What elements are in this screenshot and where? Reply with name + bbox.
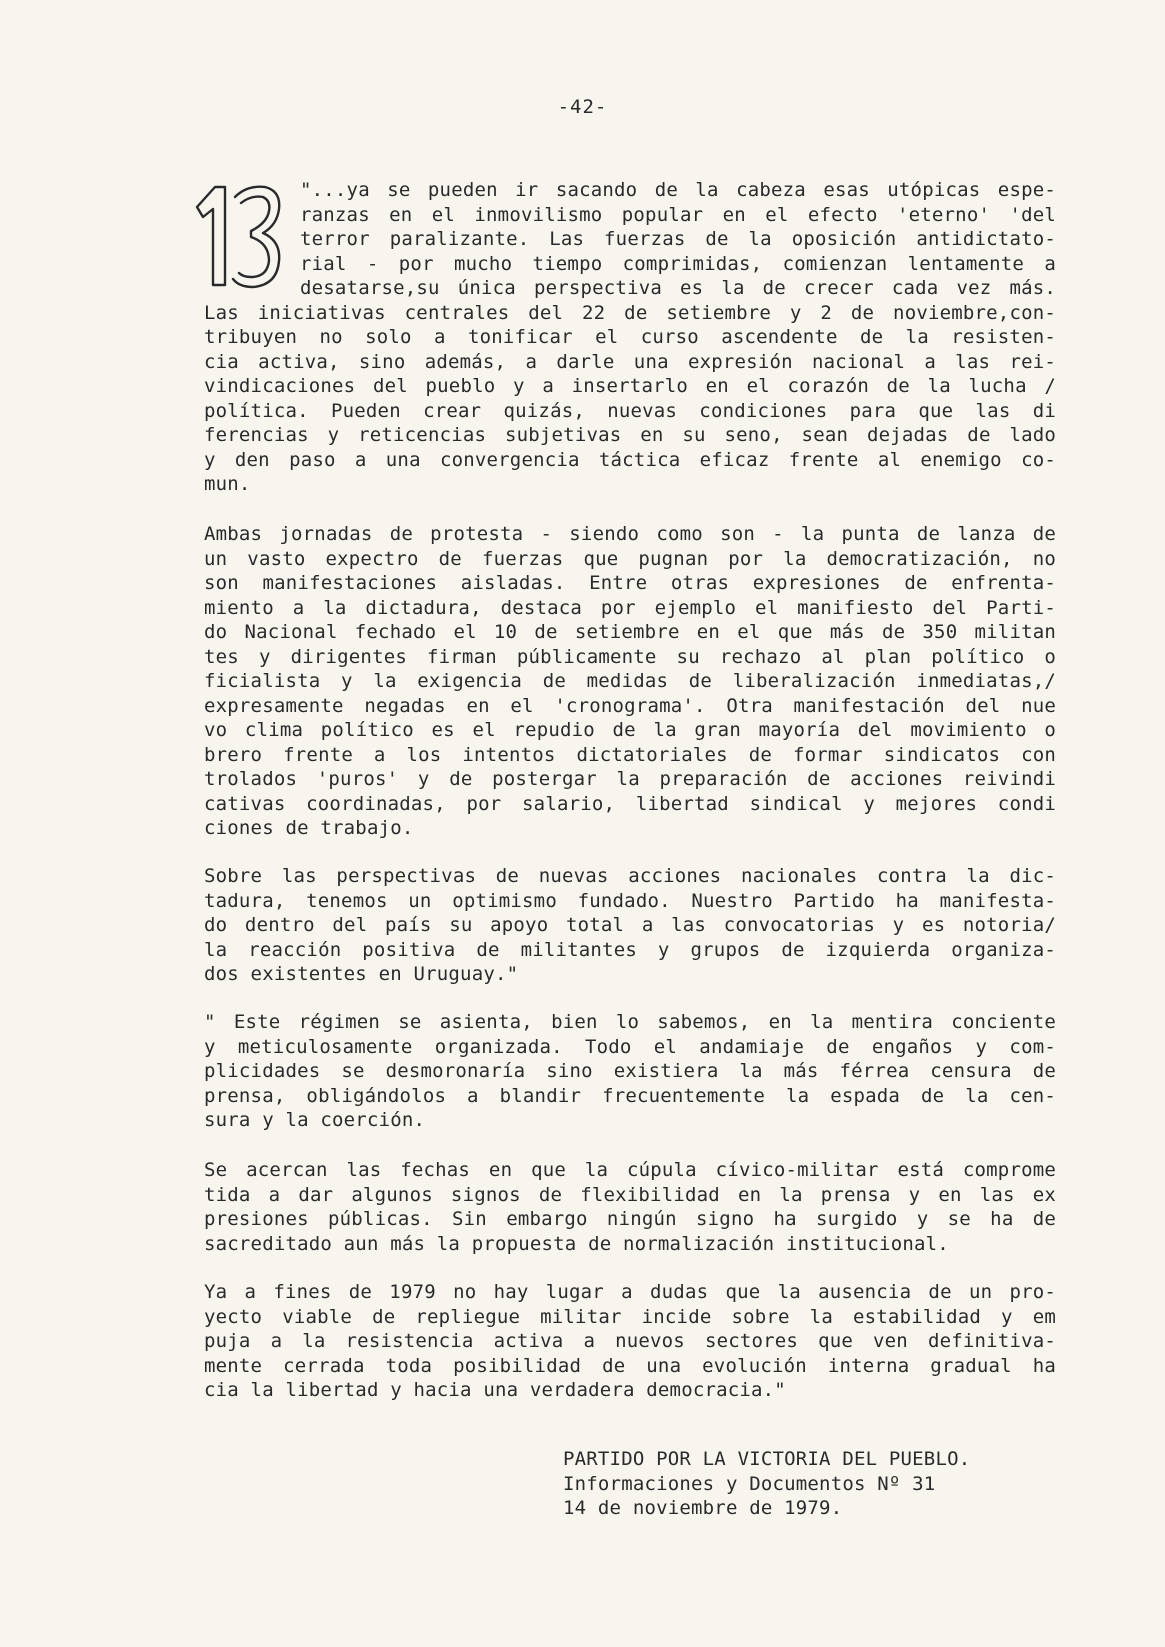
text-line: cia activa, sino además, a darle una expresión nacional a las rei- (204, 350, 1056, 373)
text-line: política. Pueden crear quizás, nuevas condiciones para que las di (204, 399, 1056, 422)
text-line: terror paralizante. Las fuerzas de la oposición antidictato- (300, 228, 1056, 250)
text-line: cia la libertad y hacia una verdadera democracia." (204, 1379, 786, 1401)
text-line: ferencias y reticencias subjetivas en su seno, sean dejadas de lado (204, 424, 1056, 446)
text-line: presiones públicas. Sin embargo ningún signo ha surgido y se ha de (204, 1208, 1056, 1230)
text-line: puja a la resistencia activa a nuevos sectores que ven definitiva- (204, 1330, 1056, 1352)
signature-organization: PARTIDO POR LA VICTORIA DEL PUEBLO. (563, 1448, 971, 1470)
paragraph-5 (204, 1158, 1056, 1256)
text-line: cativas coordinadas, por salario, libertad sindical y mejores condi (204, 792, 1056, 815)
text-line: vo clima político es el repudio de la gran mayoría del movimiento o (204, 719, 1056, 741)
text-line: dos existentes en Uruguay." (204, 963, 519, 985)
paragraph-4 (204, 1010, 1056, 1133)
text-line: sacreditado aun más la propuesta de normalización institucional. (204, 1232, 949, 1255)
text-line: brero frente a los intentos dictatoriales de formar sindicatos con (204, 743, 1056, 766)
text-line: y den paso a una convergencia táctica eficaz frente al enemigo co- (204, 448, 1056, 471)
text-line: y meticulosamente organizada. Todo el andamiaje de engaños y com- (204, 1035, 1056, 1058)
text-line: ranzas en el inmovilismo popular en el efecto 'eterno' 'del (300, 203, 1056, 226)
text-line: tida a dar algunos signos de flexibilidad en la prensa y en las ex (204, 1183, 1056, 1206)
text-line: son manifestaciones aisladas. Entre otras expresiones de enfrenta- (204, 572, 1056, 594)
paragraph-1 (204, 178, 1056, 497)
text-line: plicidades se desmoronaría sino existiera la más férrea censura de (204, 1060, 1056, 1082)
paragraph-6 (204, 1280, 1056, 1403)
paragraph-3 (204, 864, 1056, 987)
text-line: " Este régimen se asienta, bien lo sabemos, en la mentira conciente (204, 1011, 1056, 1033)
signature-block (563, 1447, 970, 1521)
text-line: rial - por mucho tiempo comprimidas, comienzan lentamente a (300, 252, 1056, 275)
text-line: ficialista y la exigencia de medidas de liberalización inmediatas,/ (204, 670, 1056, 692)
text-line: tadura, tenemos un optimismo fundado. Nuestro Partido ha manifesta- (204, 889, 1056, 912)
text-line: la reacción positiva de militantes y grupos de izquierda organiza- (204, 938, 1056, 961)
text-line: vindicaciones del pueblo y a insertarlo en el corazón de la lucha / (204, 375, 1056, 397)
text-line: expresamente negadas en el 'cronograma'. Otra manifestación del nue (204, 694, 1056, 717)
text-line: "...ya se pueden ir sacando de la cabeza esas utópicas espe- (300, 179, 1056, 201)
text-line: mente cerrada toda posibilidad de una evolución interna gradual ha (204, 1354, 1056, 1377)
signature-date: 14 de noviembre de 1979. (563, 1497, 843, 1519)
text-line: tes y dirigentes firman públicamente su rechazo al plan político o (204, 645, 1056, 668)
text-line: prensa, obligándolos a blandir frecuentemente la espada de la cen- (204, 1084, 1056, 1107)
text-line: desatarse,su única perspectiva es la de crecer cada vez más. (300, 277, 1056, 299)
text-line: trolados 'puros' y de postergar la preparación de acciones reivindi (204, 768, 1056, 790)
text-line: sura y la coerción. (204, 1109, 426, 1131)
text-line: Ambas jornadas de protesta - siendo como son - la punta de lanza de (204, 523, 1056, 545)
text-line: do dentro del país su apoyo total a las convocatorias y es notoria/ (204, 914, 1056, 936)
text-line: do Nacional fechado el 10 de setiembre en el que más de 350 militan (204, 621, 1056, 643)
text-line: Se acercan las fechas en que la cúpula cívico-militar está comprome (204, 1159, 1056, 1181)
paragraph-2 (204, 522, 1056, 841)
text-line: mun. (204, 473, 251, 495)
text-line: miento a la dictadura, destaca por ejemplo el manifiesto del Parti- (204, 596, 1056, 619)
signature-publication: Informaciones y Documentos Nº 31 (563, 1472, 936, 1495)
text-line: ciones de trabajo. (204, 817, 414, 839)
text-line: Ya a fines de 1979 no hay lugar a dudas que la ausencia de un pro- (204, 1281, 1056, 1303)
text-line: Sobre las perspectivas de nuevas acciones nacionales contra la dic- (204, 865, 1056, 887)
page-number: -42- (557, 96, 608, 118)
text-line: Las iniciativas centrales del 22 de setiembre y 2 de noviembre,con- (204, 301, 1056, 324)
text-line: yecto viable de repliegue militar incide sobre la estabilidad y em (204, 1305, 1056, 1328)
text-line: tribuyen no solo a tonificar el curso ascendente de la resisten- (204, 326, 1056, 348)
text-line: un vasto expectro de fuerzas que pugnan por la democratización, no (204, 547, 1056, 570)
